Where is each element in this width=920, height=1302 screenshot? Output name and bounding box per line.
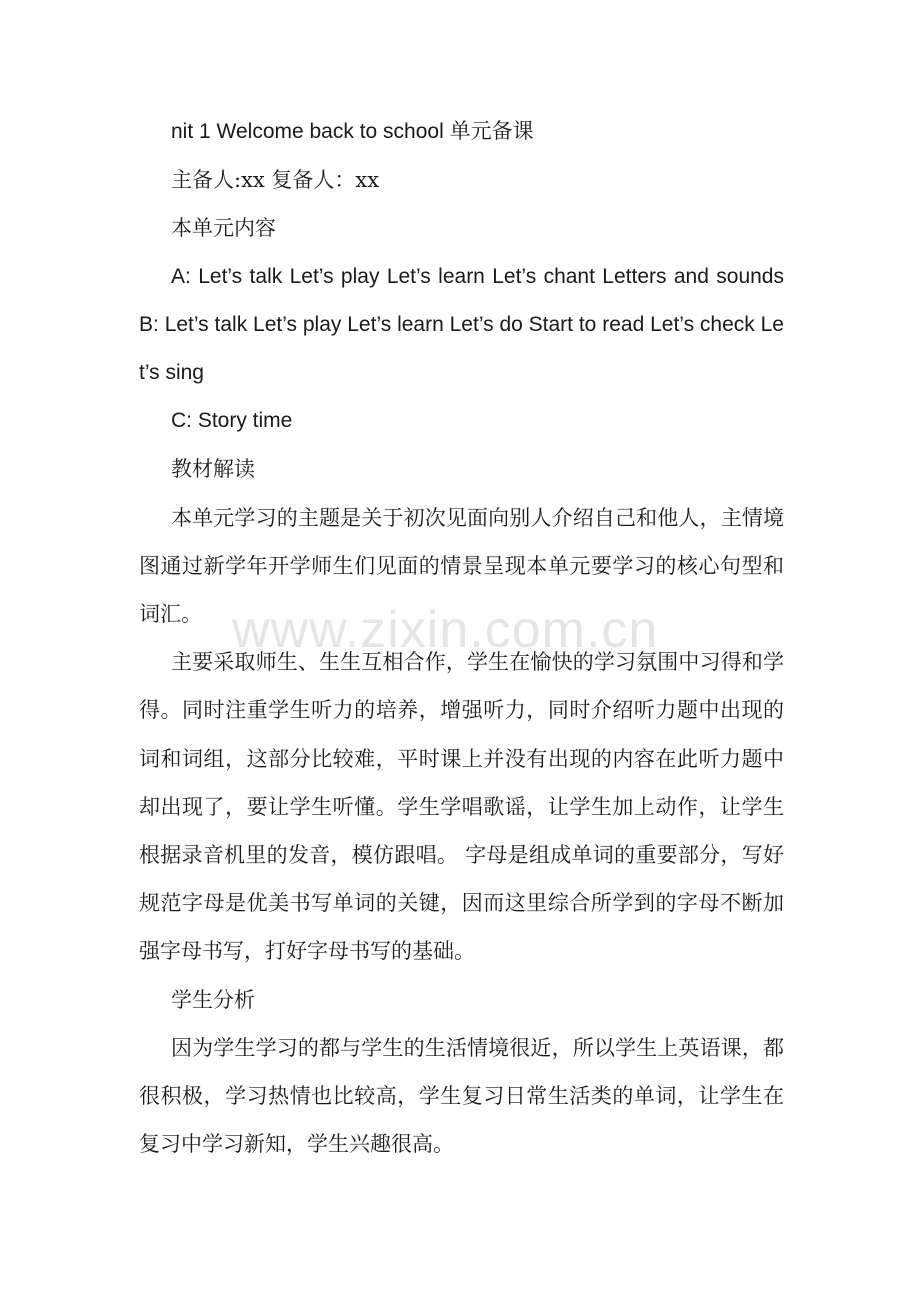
- student-analysis-paragraph: 因为学生学习的都与学生的生活情境很近，所以学生上英语课，都很积极，学习热情也比较高，学生复习日常生活类的单词，让学生在复习中学习新知，学生兴趣很高。: [139, 1035, 784, 1157]
- teaching-approach-paragraph: 主要采取师生、生生互相合作，学生在愉快的学习氛围中习得和学得。同时注重学生听力的培养，增强听力，同时介绍听力题中出现的词和词组，这部分比较难，平时课上并没有出现的内容在此听力题中却出现了，要让学生听懂。学生学唱歌谣，让学生加上动作，让学生根据录音机里的发音，模仿跟唱。 字母是组成单词的重要部分，写好规范字母是优美书写单词的关键，因而这里综合所学到的字母不断加强字母书写，打好字母书写的基础。: [139, 650, 784, 964]
- document-body: [139, 108, 784, 1168]
- unit-content-part-a-b: A: Let’s talk Let’s play Let’s learn Let’s chant Letters and sounds B: Let’s talk Let’s play Let’s learn Let’s do Start to read Let’s check Let’s sing: [139, 264, 784, 385]
- section-heading-textbook-analysis: 教材解读: [171, 457, 255, 482]
- unit-title: nit 1 Welcome back to school 单元备课: [171, 120, 534, 143]
- section-heading-unit-content: 本单元内容: [171, 216, 276, 241]
- textbook-analysis-paragraph: 本单元学习的主题是关于初次见面向别人介绍自己和他人，主情境图通过新学年开学师生们见面的情景呈现本单元要学习的核心句型和词汇。: [139, 505, 784, 627]
- preparers-line: 主备人:xx 复备人：xx: [171, 168, 380, 193]
- watermark-text: www.zixin.com.cn: [232, 601, 659, 659]
- unit-content-part-c: C: Story time: [171, 409, 293, 433]
- section-heading-student-analysis: 学生分析: [171, 987, 255, 1012]
